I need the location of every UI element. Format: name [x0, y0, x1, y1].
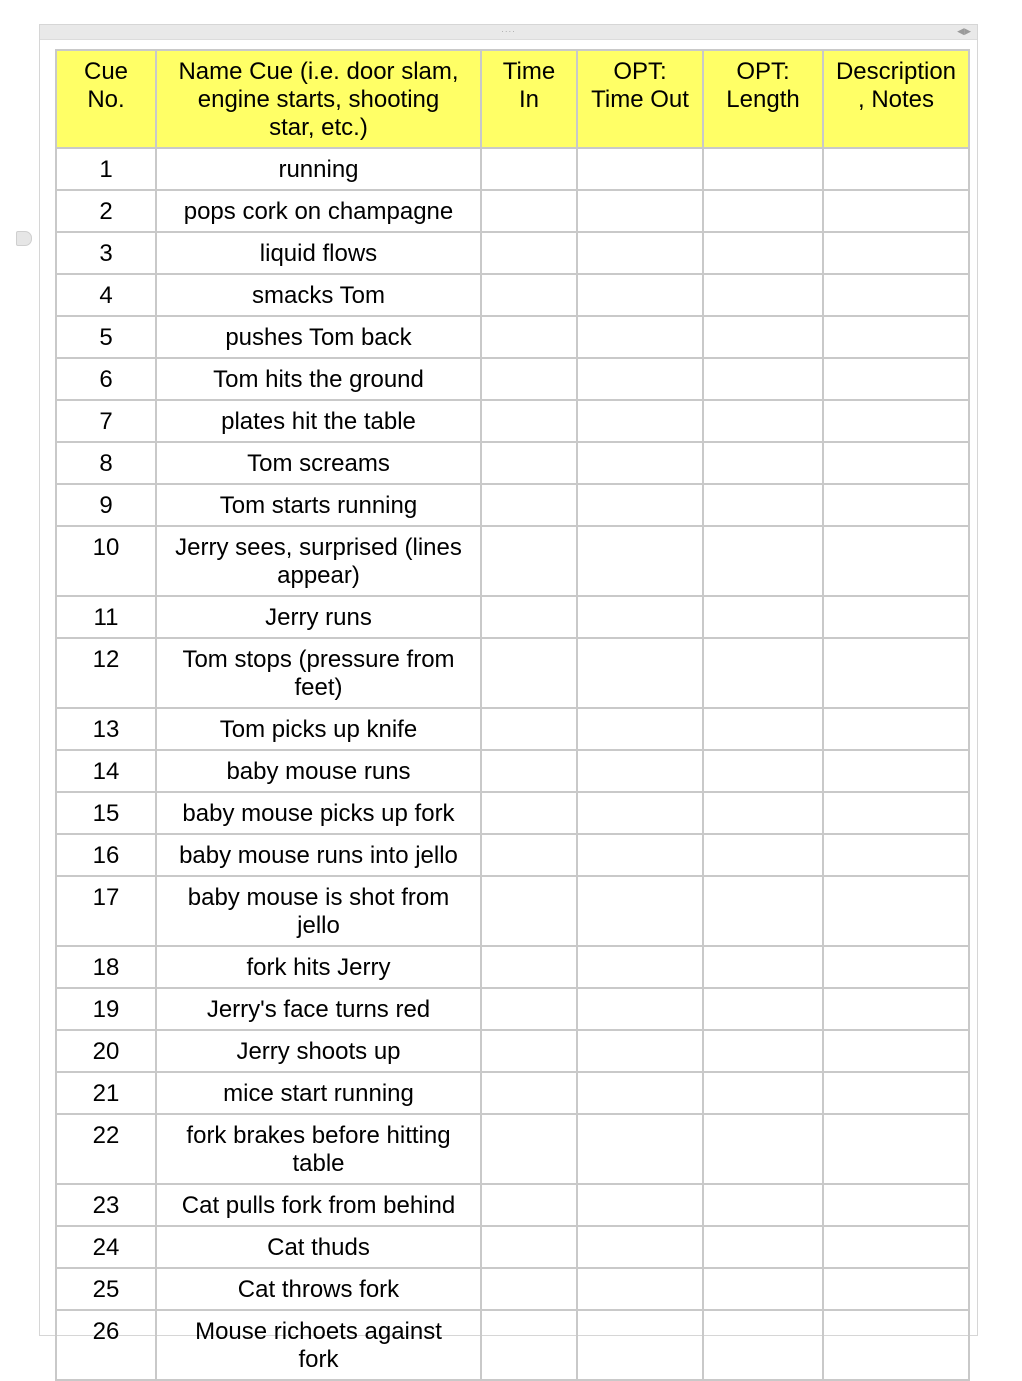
table-row — [56, 1072, 969, 1114]
length-cell[interactable] — [703, 316, 823, 358]
table-row — [56, 274, 969, 316]
cue-name-line: feet) — [294, 674, 343, 701]
time-out-cell[interactable] — [577, 792, 703, 834]
length-cell[interactable] — [703, 1226, 823, 1268]
table-row — [56, 1184, 969, 1226]
time-out-cell[interactable] — [577, 638, 703, 708]
cue-number-cell[interactable]: 6 — [56, 358, 156, 400]
table-row — [56, 792, 969, 834]
header-time-in — [481, 50, 577, 148]
time-out-cell[interactable] — [577, 596, 703, 638]
description-cell[interactable] — [823, 232, 969, 274]
table-row — [56, 946, 969, 988]
cue-number-cell[interactable]: 20 — [56, 1030, 156, 1072]
cue-name-line: fork brakes before hitting — [186, 1122, 451, 1149]
table-row — [56, 1226, 969, 1268]
table-row — [56, 708, 969, 750]
time-out-cell[interactable] — [577, 400, 703, 442]
description-cell[interactable] — [823, 526, 969, 596]
side-tab-icon[interactable] — [16, 231, 32, 246]
cue-name-cell[interactable] — [156, 708, 481, 750]
cue-name-line: plates hit the table — [221, 408, 416, 435]
time-out-cell[interactable] — [577, 148, 703, 190]
cue-name-line: mice start running — [223, 1080, 414, 1107]
cue-name-cell[interactable] — [156, 1114, 481, 1184]
time-in-cell[interactable] — [481, 526, 577, 596]
time-out-cell[interactable] — [577, 750, 703, 792]
time-in-cell[interactable] — [481, 274, 577, 316]
cue-name-line: Jerry's face turns red — [206, 996, 431, 1023]
time-out-cell[interactable] — [577, 526, 703, 596]
time-in-cell[interactable] — [481, 358, 577, 400]
description-cell[interactable] — [823, 442, 969, 484]
cue-name-line: baby mouse runs into jello — [179, 842, 458, 869]
time-out-cell[interactable] — [577, 1268, 703, 1310]
cue-name-cell[interactable] — [156, 526, 481, 596]
table-row — [56, 988, 969, 1030]
table-row — [56, 876, 969, 946]
description-cell[interactable] — [823, 1226, 969, 1268]
resize-arrows-icon[interactable]: ◀▶ — [957, 26, 971, 36]
cue-name-cell[interactable] — [156, 638, 481, 708]
description-cell[interactable] — [823, 708, 969, 750]
cue-name-cell[interactable] — [156, 400, 481, 442]
length-cell[interactable] — [703, 876, 823, 946]
cue-name-line: fork hits Jerry — [246, 954, 391, 981]
time-in-cell[interactable] — [481, 1268, 577, 1310]
description-cell[interactable] — [823, 1072, 969, 1114]
length-cell[interactable] — [703, 1268, 823, 1310]
description-cell[interactable] — [823, 1114, 969, 1184]
cue-name-cell[interactable] — [156, 232, 481, 274]
description-cell[interactable] — [823, 1030, 969, 1072]
cue-name-cell[interactable] — [156, 596, 481, 638]
cue-name-line: jello — [297, 912, 340, 939]
cue-name-line: baby mouse is shot from — [187, 884, 450, 911]
description-cell[interactable] — [823, 484, 969, 526]
length-cell[interactable] — [703, 596, 823, 638]
cue-number-cell[interactable]: 21 — [56, 1072, 156, 1114]
header-line: star, etc.) — [269, 114, 368, 141]
time-in-cell[interactable] — [481, 596, 577, 638]
header-cue-no — [56, 50, 156, 148]
time-out-cell[interactable] — [577, 358, 703, 400]
cue-name-cell[interactable] — [156, 274, 481, 316]
drag-grip-icon[interactable]: ···· — [501, 27, 516, 36]
time-in-cell[interactable] — [481, 708, 577, 750]
cue-number-cell[interactable]: 22 — [56, 1114, 156, 1184]
cue-number-cell[interactable]: 15 — [56, 792, 156, 834]
description-cell[interactable] — [823, 400, 969, 442]
table-row — [56, 148, 969, 190]
description-cell[interactable] — [823, 638, 969, 708]
cue-name-line: pushes Tom back — [225, 324, 412, 351]
cue-number-cell[interactable]: 25 — [56, 1268, 156, 1310]
cue-number-cell[interactable]: 16 — [56, 834, 156, 876]
length-cell[interactable] — [703, 358, 823, 400]
length-cell[interactable] — [703, 1310, 823, 1380]
length-cell[interactable] — [703, 400, 823, 442]
cue-name-cell[interactable] — [156, 988, 481, 1030]
length-cell[interactable] — [703, 1072, 823, 1114]
cue-name-cell[interactable] — [156, 834, 481, 876]
header-length — [703, 50, 823, 148]
description-cell[interactable] — [823, 190, 969, 232]
table-row — [56, 1114, 969, 1184]
time-in-cell[interactable] — [481, 1184, 577, 1226]
time-out-cell[interactable] — [577, 316, 703, 358]
time-in-cell[interactable] — [481, 1030, 577, 1072]
description-cell[interactable] — [823, 750, 969, 792]
length-cell[interactable] — [703, 526, 823, 596]
cue-number-cell[interactable]: 17 — [56, 876, 156, 946]
cue-name-cell[interactable] — [156, 1030, 481, 1072]
cue-name-line: baby mouse picks up fork — [182, 800, 455, 827]
cue-number-cell[interactable]: 1 — [56, 148, 156, 190]
time-in-cell[interactable] — [481, 232, 577, 274]
length-cell[interactable] — [703, 792, 823, 834]
cue-name-line: liquid flows — [259, 240, 378, 267]
cue-name-cell[interactable] — [156, 1072, 481, 1114]
cue-name-cell[interactable] — [156, 148, 481, 190]
cue-name-line: Tom hits the ground — [213, 366, 424, 393]
time-in-cell[interactable] — [481, 316, 577, 358]
cue-name-cell[interactable] — [156, 442, 481, 484]
cue-number-cell[interactable]: 13 — [56, 708, 156, 750]
cue-number-cell[interactable]: 11 — [56, 596, 156, 638]
cue-name-cell[interactable] — [156, 1226, 481, 1268]
description-cell[interactable] — [823, 1310, 969, 1380]
cue-name-line: Jerry runs — [265, 604, 372, 631]
cue-number-cell[interactable]: 3 — [56, 232, 156, 274]
table-row — [56, 400, 969, 442]
table-row — [56, 190, 969, 232]
header-line: Description — [835, 58, 957, 85]
cue-name-line: appear) — [277, 562, 360, 589]
length-cell[interactable] — [703, 1114, 823, 1184]
length-cell[interactable] — [703, 1030, 823, 1072]
cue-name-cell[interactable] — [156, 876, 481, 946]
description-cell[interactable] — [823, 834, 969, 876]
table-row — [56, 232, 969, 274]
cue-name-cell[interactable] — [156, 946, 481, 988]
time-out-cell[interactable] — [577, 708, 703, 750]
table-row — [56, 316, 969, 358]
time-in-cell[interactable] — [481, 988, 577, 1030]
cue-name-line: fork — [298, 1346, 339, 1373]
header-line: Cue — [83, 58, 129, 85]
time-in-cell[interactable] — [481, 1114, 577, 1184]
time-out-cell[interactable] — [577, 484, 703, 526]
time-out-cell[interactable] — [577, 988, 703, 1030]
cue-name-line: Jerry shoots up — [236, 1038, 401, 1065]
table-row — [56, 442, 969, 484]
table-row — [56, 484, 969, 526]
length-cell[interactable] — [703, 946, 823, 988]
header-line: In — [518, 86, 539, 113]
time-out-cell[interactable] — [577, 876, 703, 946]
time-in-cell[interactable] — [481, 190, 577, 232]
cue-number-cell[interactable]: 18 — [56, 946, 156, 988]
cue-name-line: Tom stops (pressure from — [182, 646, 455, 673]
header-name-cue — [156, 50, 481, 148]
length-cell[interactable] — [703, 190, 823, 232]
description-cell[interactable] — [823, 358, 969, 400]
table-row — [56, 526, 969, 596]
time-in-cell[interactable] — [481, 946, 577, 988]
cue-name-line: Tom screams — [247, 450, 390, 477]
cue-name-cell[interactable] — [156, 358, 481, 400]
cue-name-line: Tom picks up knife — [219, 716, 418, 743]
cue-number-cell[interactable]: 4 — [56, 274, 156, 316]
cue-number-cell[interactable]: 19 — [56, 988, 156, 1030]
table-row — [56, 596, 969, 638]
time-out-cell[interactable] — [577, 442, 703, 484]
header-line: OPT: — [736, 58, 790, 85]
time-in-cell[interactable] — [481, 750, 577, 792]
length-cell[interactable] — [703, 442, 823, 484]
time-in-cell[interactable] — [481, 1226, 577, 1268]
length-cell[interactable] — [703, 148, 823, 190]
table-row — [56, 750, 969, 792]
time-in-cell[interactable] — [481, 148, 577, 190]
description-cell[interactable] — [823, 274, 969, 316]
length-cell[interactable] — [703, 638, 823, 708]
cue-name-line: baby mouse runs — [226, 758, 411, 785]
description-cell[interactable] — [823, 1184, 969, 1226]
header-line: Name Cue (i.e. door slam, — [178, 58, 459, 85]
cue-number-cell[interactable]: 12 — [56, 638, 156, 708]
time-out-cell[interactable] — [577, 232, 703, 274]
header-line: Time Out — [591, 86, 689, 113]
time-in-cell[interactable] — [481, 876, 577, 946]
length-cell[interactable] — [703, 1184, 823, 1226]
cue-name-cell[interactable] — [156, 1184, 481, 1226]
cue-name-cell[interactable] — [156, 190, 481, 232]
length-cell[interactable] — [703, 484, 823, 526]
time-out-cell[interactable] — [577, 190, 703, 232]
time-in-cell[interactable] — [481, 1072, 577, 1114]
cue-name-line: Cat thuds — [267, 1234, 370, 1261]
cue-number-cell[interactable]: 10 — [56, 526, 156, 596]
header-row — [56, 50, 969, 148]
time-in-cell[interactable] — [481, 1310, 577, 1380]
cue-name-line: running — [278, 156, 359, 183]
cue-name-cell[interactable] — [156, 1268, 481, 1310]
time-in-cell[interactable] — [481, 400, 577, 442]
cue-number-cell[interactable]: 14 — [56, 750, 156, 792]
cue-name-cell[interactable] — [156, 316, 481, 358]
time-in-cell[interactable] — [481, 442, 577, 484]
cue-name-line: table — [292, 1150, 345, 1177]
cue-name-line: Cat pulls fork from behind — [181, 1192, 456, 1219]
table-row — [56, 638, 969, 708]
time-in-cell[interactable] — [481, 484, 577, 526]
cue-number-cell[interactable]: 24 — [56, 1226, 156, 1268]
time-in-cell[interactable] — [481, 792, 577, 834]
header-line: engine starts, shooting — [197, 86, 440, 113]
cue-name-line: smacks Tom — [252, 282, 385, 309]
description-cell[interactable] — [823, 792, 969, 834]
cue-number-cell[interactable]: 7 — [56, 400, 156, 442]
description-cell[interactable] — [823, 316, 969, 358]
cue-name-cell[interactable] — [156, 792, 481, 834]
cue-table-body — [56, 148, 969, 1380]
cue-table — [55, 49, 970, 1381]
description-cell[interactable] — [823, 1268, 969, 1310]
header-line: OPT: — [613, 58, 667, 85]
cue-number-cell[interactable]: 26 — [56, 1310, 156, 1380]
length-cell[interactable] — [703, 834, 823, 876]
description-cell[interactable] — [823, 876, 969, 946]
description-cell[interactable] — [823, 988, 969, 1030]
frame-top-bar[interactable] — [40, 25, 977, 40]
time-out-cell[interactable] — [577, 1226, 703, 1268]
header-line: No. — [87, 86, 125, 113]
cue-name-line: Mouse richoets against — [195, 1318, 442, 1345]
time-out-cell[interactable] — [577, 834, 703, 876]
cue-number-cell[interactable]: 5 — [56, 316, 156, 358]
table-row — [56, 1268, 969, 1310]
cue-number-cell[interactable]: 23 — [56, 1184, 156, 1226]
description-cell[interactable] — [823, 596, 969, 638]
length-cell[interactable] — [703, 274, 823, 316]
time-in-cell[interactable] — [481, 834, 577, 876]
table-row — [56, 358, 969, 400]
cue-name-line: Tom starts running — [219, 492, 418, 519]
time-out-cell[interactable] — [577, 1072, 703, 1114]
cue-name-line: pops cork on champagne — [183, 198, 454, 225]
length-cell[interactable] — [703, 750, 823, 792]
cue-name-cell[interactable] — [156, 484, 481, 526]
table-row — [56, 1310, 969, 1380]
time-out-cell[interactable] — [577, 1030, 703, 1072]
header-line: , Notes — [857, 86, 935, 113]
cue-number-cell[interactable]: 9 — [56, 484, 156, 526]
time-out-cell[interactable] — [577, 1114, 703, 1184]
header-description — [823, 50, 969, 148]
header-time-out — [577, 50, 703, 148]
header-line: Length — [726, 86, 800, 113]
table-row — [56, 834, 969, 876]
length-cell[interactable] — [703, 708, 823, 750]
time-out-cell[interactable] — [577, 1184, 703, 1226]
time-out-cell[interactable] — [577, 946, 703, 988]
cue-number-cell[interactable]: 8 — [56, 442, 156, 484]
time-in-cell[interactable] — [481, 638, 577, 708]
description-cell[interactable] — [823, 148, 969, 190]
length-cell[interactable] — [703, 232, 823, 274]
cue-name-cell[interactable] — [156, 1310, 481, 1380]
time-out-cell[interactable] — [577, 1310, 703, 1380]
cue-number-cell[interactable]: 2 — [56, 190, 156, 232]
time-out-cell[interactable] — [577, 274, 703, 316]
cue-name-line: Cat throws fork — [237, 1276, 400, 1303]
description-cell[interactable] — [823, 946, 969, 988]
length-cell[interactable] — [703, 988, 823, 1030]
cue-name-line: Jerry sees, surprised (lines — [175, 534, 462, 561]
table-row — [56, 1030, 969, 1072]
header-line: Time — [502, 58, 556, 85]
cue-name-cell[interactable] — [156, 750, 481, 792]
